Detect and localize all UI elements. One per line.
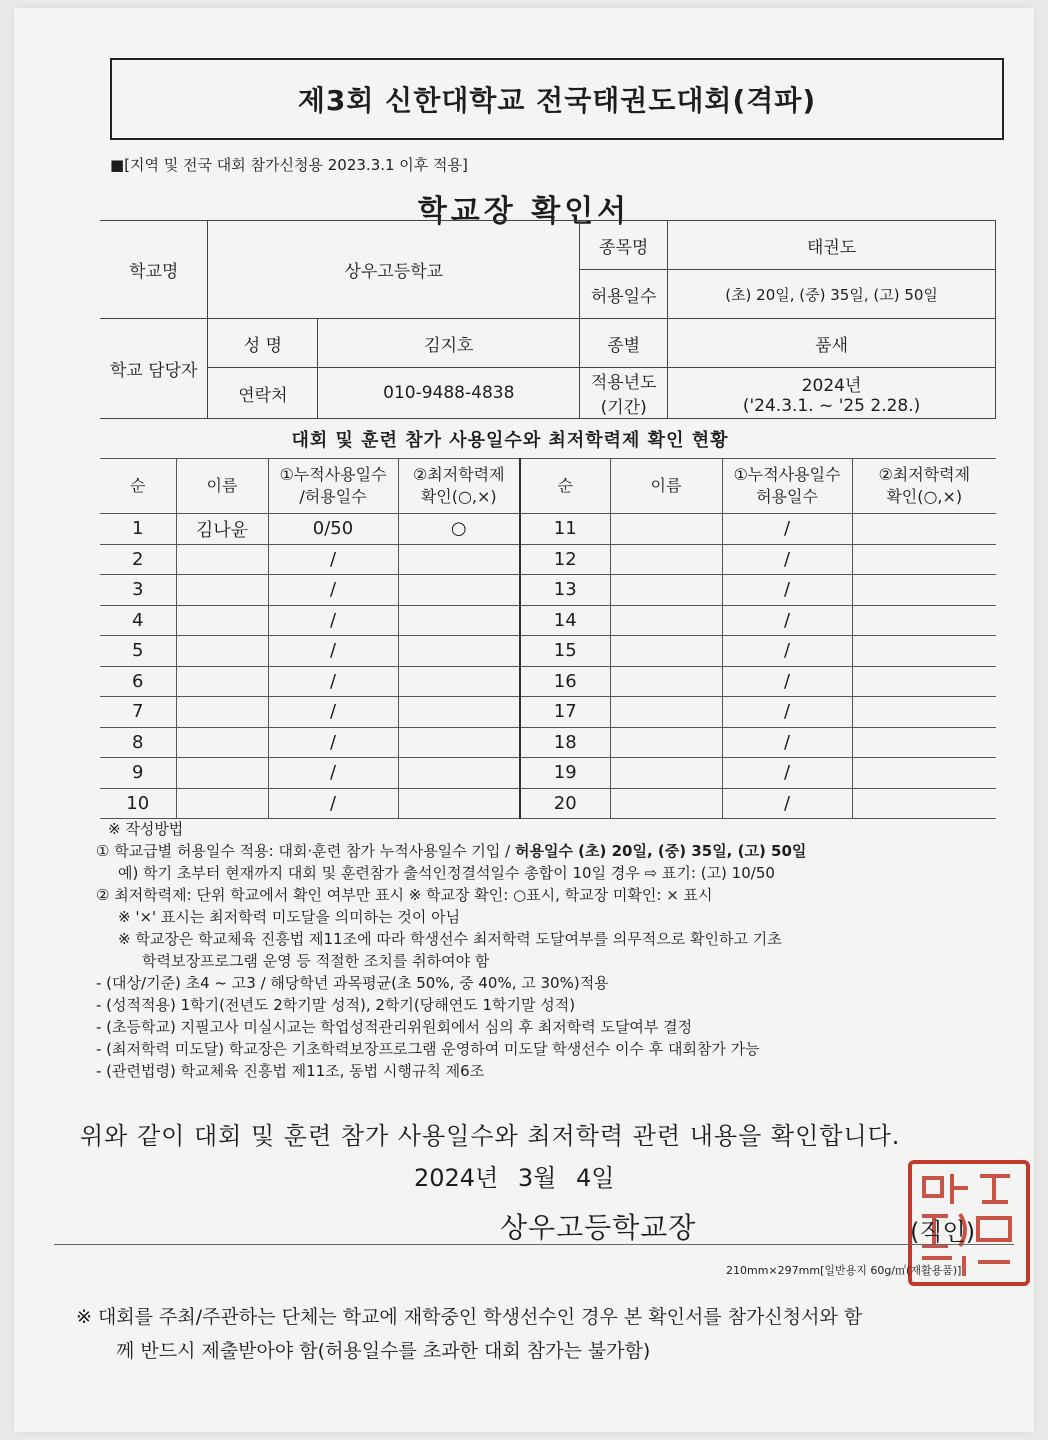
row-name	[176, 636, 268, 667]
row-check	[852, 605, 996, 636]
col-no-left: 순	[100, 459, 176, 514]
divider	[54, 1244, 1014, 1245]
row-check	[398, 727, 520, 758]
table-row	[100, 788, 996, 819]
sport-value: 태권도	[668, 221, 996, 270]
note-line-2: 예) 학기 초부터 현재까지 대회 및 훈련참가 출석인정결석일수 총합이 10일 경우 ⇨ 표기: (고) 10/50	[118, 864, 775, 882]
row-days: /	[722, 575, 852, 606]
row-name	[176, 727, 268, 758]
row-no: 4	[100, 605, 176, 636]
row-days: /	[268, 636, 398, 667]
school-name-label: 학교명	[100, 221, 208, 319]
row-name	[610, 575, 722, 606]
row-no: 5	[100, 636, 176, 667]
table-row	[100, 636, 996, 667]
school-info-table	[100, 220, 996, 419]
col-name-left: 이름	[176, 459, 268, 514]
table-row	[100, 758, 996, 789]
row-no: 8	[100, 727, 176, 758]
row-days: /	[268, 727, 398, 758]
row-days: /	[268, 605, 398, 636]
document-page	[14, 8, 1034, 1432]
row-days: /	[722, 727, 852, 758]
row-name	[176, 666, 268, 697]
col-name-right: 이름	[610, 459, 722, 514]
row-days: 0/50	[268, 514, 398, 545]
contact-value: 010-9488-4838	[318, 368, 580, 419]
note-line-6: 학력보장프로그램 운영 등 적절한 조치를 취하여야 함	[142, 952, 490, 970]
document-title: 학교장 확인서	[417, 194, 631, 229]
row-no: 15	[520, 636, 610, 667]
row-no: 13	[520, 575, 610, 606]
row-name: 김나윤	[176, 514, 268, 545]
col-check-right	[852, 459, 996, 514]
row-check	[398, 605, 520, 636]
table-row	[100, 727, 996, 758]
row-name	[176, 605, 268, 636]
row-check	[398, 697, 520, 728]
note-line-8: - (성적적용) 1학기(전년도 2학기말 성적), 2학기(당해연도 1학기말 성적)	[96, 996, 576, 1014]
row-no: 3	[100, 575, 176, 606]
row-check	[398, 788, 520, 819]
note-line-1b: 허용일수 (초) 20일, (중) 35일, (고) 50일	[515, 842, 807, 860]
row-check	[398, 666, 520, 697]
col-days-right	[722, 459, 852, 514]
school-name-value: 상우고등학교	[208, 221, 580, 319]
row-name	[610, 727, 722, 758]
row-days: /	[722, 666, 852, 697]
row-days: /	[722, 544, 852, 575]
application-note: ■[지역 및 전국 대회 참가신청용 2023.3.1 이후 적용]	[110, 156, 468, 174]
col-check-right-2: 확인(○,×)	[886, 487, 963, 506]
note-line-4: ※ '×' 표시는 최저학력 미도달을 의미하는 것이 아님	[118, 908, 461, 926]
row-days: /	[268, 758, 398, 789]
note-line-1a: ① 학교급별 허용일수 적용: 대회·훈련 참가 누적사용일수 기입 /	[96, 842, 515, 860]
note-line-1	[96, 840, 1016, 862]
row-no: 17	[520, 697, 610, 728]
table-row	[100, 575, 996, 606]
row-name	[610, 788, 722, 819]
row-days: /	[722, 788, 852, 819]
table-row	[100, 666, 996, 697]
year-value-cell	[668, 368, 996, 419]
col-check-left	[398, 459, 520, 514]
row-no: 16	[520, 666, 610, 697]
footnote-line-1: ※ 대회를 주최/주관하는 단체는 학교에 재학중인 학생선수인 경우 본 확인서를 참가신청서와 함	[76, 1306, 863, 1328]
row-check	[852, 636, 996, 667]
row-name	[176, 758, 268, 789]
principal-title: 상우고등학교장	[500, 1211, 697, 1244]
confirmation-date: 2024년 3월 4일	[414, 1164, 615, 1192]
row-name	[176, 544, 268, 575]
row-days: /	[268, 575, 398, 606]
row-no: 18	[520, 727, 610, 758]
period-label: (기간)	[600, 398, 647, 418]
row-no: 12	[520, 544, 610, 575]
row-check	[398, 758, 520, 789]
row-name	[176, 788, 268, 819]
row-check	[852, 514, 996, 545]
row-name	[610, 514, 722, 545]
row-no: 20	[520, 788, 610, 819]
footnote	[76, 1300, 1016, 1368]
footnote-line-2: 께 반드시 제출받아야 함(허용일수를 초과한 대회 참가는 불가함)	[116, 1340, 651, 1362]
row-name	[610, 605, 722, 636]
row-no: 11	[520, 514, 610, 545]
row-check	[852, 727, 996, 758]
row-no: 6	[100, 666, 176, 697]
seal-label: (직인)	[910, 1218, 976, 1246]
year-label-cell	[580, 368, 668, 419]
row-name	[610, 758, 722, 789]
status-table	[100, 458, 996, 819]
category-value: 품새	[668, 319, 996, 368]
col-check-left-1: ②최저학력제	[412, 465, 505, 484]
name-label: 성 명	[208, 319, 318, 368]
confirmation-statement: 위와 같이 대회 및 훈련 참가 사용일수와 최저학력 관련 내용을 확인합니다.	[80, 1122, 901, 1150]
row-check	[852, 666, 996, 697]
table-row	[100, 514, 996, 545]
row-days: /	[268, 697, 398, 728]
row-check	[852, 697, 996, 728]
col-check-left-2: 확인(○,×)	[420, 487, 497, 506]
row-no: 7	[100, 697, 176, 728]
col-check-right-1: ②최저학력제	[878, 465, 971, 484]
row-days: /	[722, 758, 852, 789]
row-no: 1	[100, 514, 176, 545]
row-name	[610, 697, 722, 728]
row-check	[852, 758, 996, 789]
table-row	[100, 544, 996, 575]
note-line-9: - (초등학교) 지필고사 미실시교는 학업성적관리위원회에서 심의 후 최저학력 도달여부 결정	[96, 1018, 693, 1036]
row-days: /	[722, 697, 852, 728]
note-line-7: - (대상/기준) 초4 ~ 고3 / 해당학년 과목평균(초 50%, 중 40%, 고 30%)적용	[96, 974, 609, 992]
note-line-3: ② 최저학력제: 단위 학교에서 확인 여부만 표시 ※ 학교장 확인: ○표시, 학교장 미확인: × 표시	[96, 886, 713, 904]
notes-heading: ※ 작성방법	[108, 820, 184, 838]
row-check	[398, 544, 520, 575]
row-days: /	[722, 605, 852, 636]
year-label: 적용년도	[590, 373, 657, 393]
note-line-5: ※ 학교장은 학교체육 진흥법 제11조에 따라 학생선수 최저학력 도달여부를 의무적으로 확인하고 기초	[118, 930, 782, 948]
row-days: /	[268, 788, 398, 819]
col-no-right: 순	[520, 459, 610, 514]
row-no: 2	[100, 544, 176, 575]
sport-label: 종목명	[580, 221, 668, 270]
row-days: /	[268, 666, 398, 697]
allowed-days-label: 허용일수	[580, 270, 668, 319]
row-days: /	[268, 544, 398, 575]
row-name	[610, 636, 722, 667]
category-label: 종별	[580, 319, 668, 368]
col-days-left	[268, 459, 398, 514]
status-title: 대회 및 훈련 참가 사용일수와 최저학력제 확인 현황	[291, 430, 729, 451]
row-check	[852, 544, 996, 575]
status-rows	[100, 514, 996, 819]
staff-name-value: 김지호	[318, 319, 580, 368]
event-title: 제3회 신한대학교 전국태권도대회(격파)	[110, 58, 1004, 140]
row-no: 19	[520, 758, 610, 789]
row-check	[852, 575, 996, 606]
year-value: 2024년	[801, 375, 862, 396]
row-no: 10	[100, 788, 176, 819]
row-name	[176, 575, 268, 606]
note-line-10: - (최저학력 미도달) 학교장은 기초학력보장프로그램 운영하여 미도달 학생선수 이수 후 대회참가 가능	[96, 1040, 760, 1058]
period-value: ('24.3.1. ~ '25 2.28.)	[742, 395, 921, 416]
row-name	[610, 544, 722, 575]
col-days-right-2: 허용일수	[756, 487, 818, 506]
contact-label: 연락처	[208, 368, 318, 419]
row-days: /	[722, 514, 852, 545]
table-row	[100, 697, 996, 728]
row-days: /	[722, 636, 852, 667]
row-no: 14	[520, 605, 610, 636]
allowed-days-value: (초) 20일, (중) 35일, (고) 50일	[668, 270, 996, 319]
row-name	[610, 666, 722, 697]
row-check	[852, 788, 996, 819]
paper-spec: 210mm×297mm[일반용지 60g/㎡(재활용품)]	[726, 1264, 962, 1277]
writing-instructions	[96, 818, 1016, 1082]
row-name	[176, 697, 268, 728]
note-line-11: - (관련법령) 학교체육 진흥법 제11조, 동법 시행규칙 제6조	[96, 1062, 485, 1080]
col-days-right-1: ①누적사용일수	[733, 465, 841, 484]
row-check	[398, 636, 520, 667]
row-no: 9	[100, 758, 176, 789]
row-check: ○	[398, 514, 520, 545]
col-days-left-1: ①누적사용일수	[279, 465, 387, 484]
table-row	[100, 605, 996, 636]
staff-label: 학교 담당자	[100, 319, 208, 419]
row-check	[398, 575, 520, 606]
col-days-left-2: /허용일수	[299, 487, 367, 506]
